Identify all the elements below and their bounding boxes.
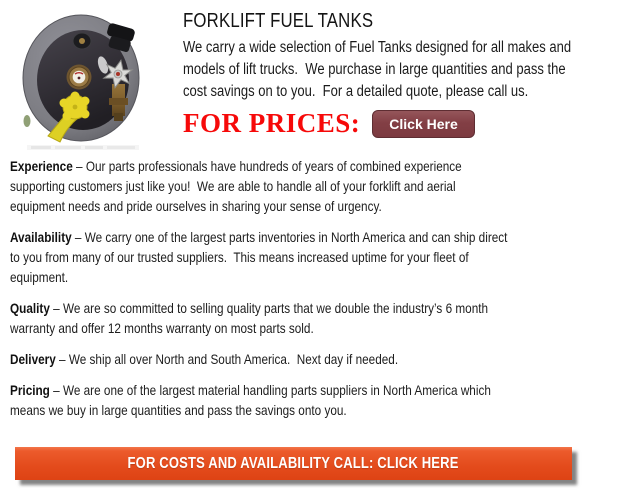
feature-term: Quality bbox=[10, 300, 50, 316]
feature-quality bbox=[10, 298, 510, 338]
intro-paragraph: We carry a wide selection of Fuel Tanks designed for all makes and models of lift trucks. We purchase in large quantities and pass the cost savings on to you. For a detailed quote, please call us. bbox=[183, 39, 575, 100]
feature-term: Pricing bbox=[10, 382, 50, 398]
feature-text: – We are so committed to selling quality parts that we double the industry’s 6 month warranty and offer 12 months warranty on most parts sold. bbox=[10, 300, 492, 336]
costs-availability-banner[interactable] bbox=[15, 447, 572, 480]
feature-text: – We ship all over North and South America. Next day if needed. bbox=[59, 351, 399, 367]
fuel-gauge bbox=[67, 65, 92, 90]
feature-experience bbox=[10, 156, 510, 216]
click-here-button[interactable]: Click Here bbox=[372, 110, 474, 138]
feature-text: – We are one of the largest material handling parts suppliers in North America which means we buy in large quantities and pass the savings onto you. bbox=[10, 382, 495, 418]
fuel-tank-illustration bbox=[15, 8, 165, 153]
fuel-tank-photo bbox=[15, 8, 165, 153]
feature-text: – Our parts professionals have hundreds of years of combined experience supporting customers just like you! We are able to handle all of your forklift and aerial equipment needs and pride ourselves in sharing your sense of urgency. bbox=[10, 158, 465, 214]
photo-watermark bbox=[27, 145, 139, 150]
features-section bbox=[10, 156, 510, 431]
feature-text: – We carry one of the largest parts inventories in North America and can ship direct to you from many of our trusted suppliers. This means increased uptime for your fleet of equipment. bbox=[10, 229, 511, 285]
feature-term: Experience bbox=[10, 158, 73, 174]
header-section bbox=[183, 8, 619, 139]
feature-pricing bbox=[10, 380, 510, 420]
feature-delivery bbox=[10, 349, 510, 369]
feature-term: Availability bbox=[10, 229, 72, 245]
for-prices-label: FOR PRICES: bbox=[183, 108, 361, 138]
prices-row bbox=[183, 108, 619, 139]
page-title: FORKLIFT FUEL TANKS bbox=[183, 10, 374, 32]
feature-availability bbox=[10, 227, 510, 287]
banner-label: FOR COSTS AND AVAILABILITY CALL: CLICK HERE bbox=[127, 454, 460, 472]
feature-term: Delivery bbox=[10, 351, 56, 367]
